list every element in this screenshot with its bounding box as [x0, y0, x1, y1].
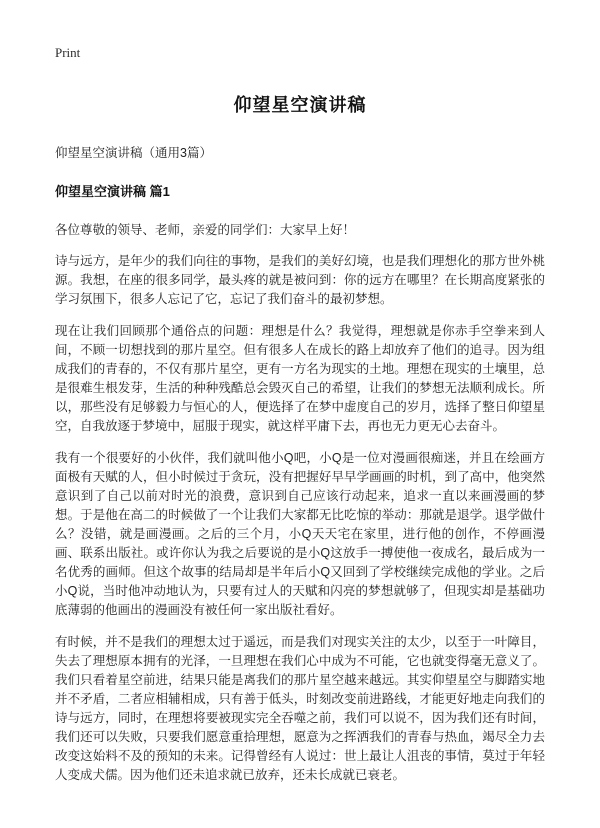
paragraph: 有时候，并不是我们的理想太过于遥远，而是我们对现实关注的太少，以至于一叶障目，失去了理想原本拥有的光泽，一旦理想在我们心中成为不可能，它也就变得毫无意义了。我们只看着星空前进，结果只能是离我们的那片星空越来越远。其实仰望星空与脚踏实地并不矛盾，二者应相辅相成，只有善于低头，时刻改变前进路线，才能更好地走向我们的诗与远方，同时，在理想将要被现实完全吞噬之前，我们可以说不，因为我们还有时间，我们还可以失败，只要我们愿意重拾理想，愿意为之挥洒我们的青春与热血，竭尽全力去改变这始料不及的预知的未来。记得曾经有人说过：世上最让人沮丧的事情，莫过于年轻人变成犬儒。因为他们还未追求就已放弃，还未长成就已衰老。 — [55, 635, 545, 782]
page-title: 仰望星空演讲稿 — [233, 95, 367, 115]
paragraph: 我有一个很要好的小伙伴，我们就叫他小Q吧，小Q是一位对漫画很痴迷，并且在绘画方面极有天赋的人，但小时候过于贪玩，没有把握好早早学画画的时机，到了高中，他突然意识到了自己以前对时光的浪费，意识到自己应该行动起来，追求一直以来画漫画的梦想。于是他在高二的时候做了一个让我们大家都无比吃惊的举动：那就是退学。退学做什么？没错，就是画漫画。之后的三个月，小Q天天宅在家里，进行他的创作，不停画漫画、联系出版社。或许你认为我之后要说的是小Q这放手一搏使他一夜成名，最后成为一名优秀的画师。但这个故事的结局却是半年后小Q又回到了学校继续完成他的学业。之后小Q说，当时他冲动地认为，只要有过人的天赋和闪亮的梦想就够了，但现实却是基础功底薄弱的他画出的漫画没有被任何一家出版社看好。 — [55, 451, 545, 617]
section-heading: 仰望星空演讲稿 篇1 — [55, 184, 170, 199]
document-subtitle: 仰望星空演讲稿（通用3篇） — [55, 146, 212, 160]
greeting-line: 各位尊敬的领导、老师，亲爱的同学们：大家早上好！ — [55, 223, 356, 237]
print-link[interactable]: Print — [55, 45, 81, 60]
paragraph: 诗与远方，是年少的我们向往的事物，是我们的美好幻境，也是我们理想化的那方世外桃源。我想，在座的很多同学，最头疼的就是被问到：你的远方在哪里？在长期高度紧张的学习氛围下，很多人忘记了它，忘记了我们奋斗的最初梦想。 — [55, 254, 545, 306]
paragraph: 现在让我们回顾那个通俗点的问题：理想是什么？我觉得，理想就是你赤手空拳来到人间，不顾一切想找到的那片星空。但有很多人在成长的路上却放弃了他们的追寻。因为组成我们的青春的，不仅有那片星空，更有一方名为现实的土地。理想在现实的土壤里，总是很难生根发芽，生活的种种残酷总会毁灭自己的希望，让我们的梦想无法顺利成长。所以，那些没有足够毅力与恒心的人，便选择了在梦中虚度自己的岁月，选择了整日仰望星空，自我放逐于梦境中，屈服于现实，就这样平庸下去，再也无力更无心去奋斗。 — [55, 324, 545, 433]
